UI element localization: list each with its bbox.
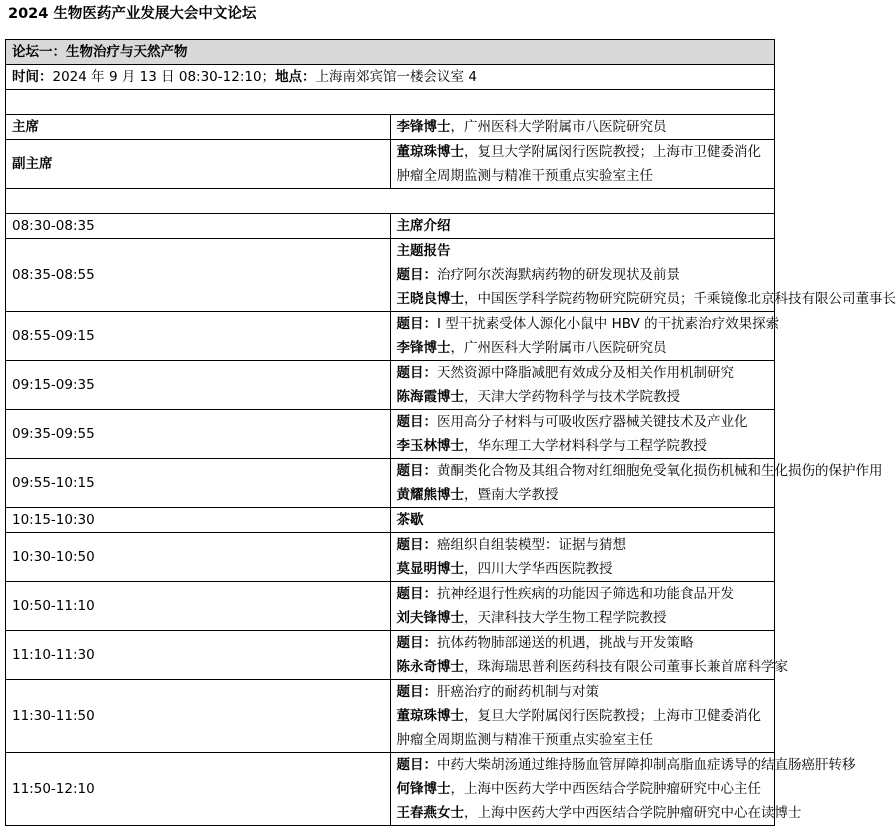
chair-intro-row	[6, 214, 775, 239]
talk-time: 10:30-10:50	[6, 533, 391, 582]
topic-prefix: 题目：	[396, 684, 437, 700]
talk-title: 抗神经退行性疾病的功能因子筛选和功能食品开发	[437, 586, 734, 602]
talk-title-line	[397, 582, 769, 606]
session-time: 10:15-10:30	[6, 508, 391, 533]
topic-prefix: 题目：	[396, 365, 437, 381]
speaker-name: 刘夫锋博士	[396, 610, 464, 626]
speaker-line	[397, 434, 769, 458]
talk-info	[390, 459, 883, 508]
topic-prefix: 题目：	[396, 267, 437, 283]
talk-row	[6, 582, 775, 631]
time-label: 时间：	[12, 69, 53, 85]
forum-time-place	[6, 65, 775, 90]
vice-chair-row	[6, 140, 775, 189]
speaker-desc: ，上海中医药大学中西医结合学院肿瘤研究中心主任	[450, 781, 761, 797]
speaker-line	[397, 704, 769, 752]
speaker-name: 陈海霞博士	[396, 389, 464, 405]
document-title: 2024 生物医药产业发展大会中文论坛	[8, 6, 257, 22]
talk-title-line	[397, 263, 769, 287]
session-label: 主席介绍	[390, 214, 775, 239]
keynote-label: 主题报告	[396, 243, 451, 259]
talk-title: 抗体药物肺部递送的机遇，挑战与开发策略	[437, 635, 694, 651]
talk-title: 天然资源中降脂减肥有效成分及相关作用机制研究	[437, 365, 734, 381]
talk-info	[390, 631, 788, 680]
speaker-desc: ，广州医科大学附属市八医院研究员	[450, 340, 667, 356]
chair-desc: ，广州医科大学附属市八医院研究员	[450, 119, 667, 135]
talk-info	[390, 239, 896, 312]
chair-name: 李锋博士	[396, 119, 451, 135]
tea-break-row	[6, 508, 775, 533]
talk-info	[390, 533, 775, 582]
chair-info	[390, 115, 775, 140]
speaker-line	[397, 606, 769, 630]
speaker-name: 王春燕女士	[396, 805, 464, 821]
vice-chair-desc: ，复旦大学附属闵行医院教授；上海市卫健委消化肿瘤全周期监测与精准干预重点实验室主任	[396, 144, 761, 184]
talk-title: 癌组织自组装模型：证据与猜想	[437, 537, 626, 553]
talk-title-line	[396, 312, 780, 336]
talk-title-line	[397, 361, 769, 385]
talk-row	[6, 361, 775, 410]
talk-title: 肝癌治疗的耐药机制与对策	[437, 684, 599, 700]
speaker-line	[397, 385, 769, 409]
talk-row	[6, 459, 775, 508]
talk-info	[390, 582, 775, 631]
talk-row	[6, 312, 775, 361]
topic-prefix: 题目：	[396, 316, 437, 332]
talk-time: 11:30-11:50	[6, 680, 391, 753]
speaker-desc: ，上海中医药大学中西医结合学院肿瘤研究中心在读博士	[464, 805, 802, 821]
session-label: 茶歇	[390, 508, 775, 533]
place-value: 上海南郊宾馆一楼会议室 4	[315, 69, 477, 85]
topic-prefix: 题目：	[396, 414, 437, 430]
speaker-name: 莫显明博士	[396, 561, 464, 577]
talk-title: 治疗阿尔茨海默病药物的研发现状及前景	[437, 267, 680, 283]
talk-row	[6, 239, 775, 312]
place-label: 地点：	[275, 69, 316, 85]
speaker-line	[396, 801, 802, 825]
speaker-desc: ，复旦大学附属闵行医院教授；上海市卫健委消化肿瘤全周期监测与精准干预重点实验室主任	[396, 708, 761, 748]
speaker-desc: ，华东理工大学材料科学与工程学院教授	[464, 438, 707, 454]
topic-prefix: 题目：	[396, 635, 437, 651]
forum-agenda-table	[5, 39, 896, 826]
speaker-desc: ，珠海瑞思普利医药科技有限公司董事长兼首席科学家	[464, 659, 788, 675]
vice-chair-role: 副主席	[6, 140, 391, 189]
talk-title-line	[396, 459, 883, 483]
talk-title-line	[397, 410, 769, 434]
speaker-line	[397, 557, 769, 581]
speaker-name: 陈永奇博士	[396, 659, 464, 675]
topic-prefix: 题目：	[396, 586, 437, 602]
talk-info	[390, 680, 775, 753]
talk-row	[6, 753, 775, 826]
chair-row	[6, 115, 775, 140]
speaker-line	[396, 655, 788, 679]
talk-time: 08:35-08:55	[6, 239, 391, 312]
speaker-line	[397, 336, 769, 360]
talk-row	[6, 631, 775, 680]
forum-header-row	[6, 40, 775, 65]
vice-chair-info	[390, 140, 775, 189]
talk-time: 08:55-09:15	[6, 312, 391, 361]
forum-name: 论坛一：生物治疗与天然产物	[6, 40, 775, 65]
talk-time: 09:35-09:55	[6, 410, 391, 459]
session-time: 08:30-08:35	[6, 214, 391, 239]
chair-role: 主席	[6, 115, 391, 140]
time-value: 2024 年 9 月 13 日 08:30-12:10；	[52, 69, 276, 85]
talk-title-line	[397, 631, 769, 655]
speaker-desc: ，中国医学科学院药物研究院研究员；千乘镜像北京科技有限公司董事长	[464, 291, 896, 307]
topic-prefix: 题目：	[396, 537, 437, 553]
spacer-row	[6, 189, 775, 214]
speaker-desc: ，天津科技大学生物工程学院教授	[464, 610, 667, 626]
talk-title: I 型干扰素受体人源化小鼠中 HBV 的干扰素治疗效果探索	[437, 316, 780, 332]
speaker-desc: ，四川大学华西医院教授	[464, 561, 613, 577]
talk-title: 医用高分子材料与可吸收医疗器械关键技术及产业化	[437, 414, 748, 430]
talk-info	[390, 312, 780, 361]
topic-prefix: 题目：	[396, 757, 437, 773]
talk-title-line	[397, 680, 769, 704]
talk-row	[6, 410, 775, 459]
speaker-name: 董琼珠博士	[396, 708, 464, 724]
talk-info	[390, 410, 775, 459]
speaker-line	[397, 777, 769, 801]
talk-info	[390, 753, 856, 826]
talk-row	[6, 680, 775, 753]
forum-meta-row	[6, 65, 775, 90]
talk-info	[390, 361, 775, 410]
talk-title: 黄酮类化合物及其组合物对红细胞免受氧化损伤机械和生化损伤的保护作用	[437, 463, 883, 479]
talk-time: 11:50-12:10	[6, 753, 391, 826]
talk-time: 10:50-11:10	[6, 582, 391, 631]
spacer-row	[6, 90, 775, 115]
speaker-name: 何锋博士	[396, 781, 451, 797]
talk-time: 09:15-09:35	[6, 361, 391, 410]
talk-row	[6, 533, 775, 582]
talk-time: 11:10-11:30	[6, 631, 391, 680]
speaker-line	[396, 287, 896, 311]
vice-chair-name: 董琼珠博士	[396, 144, 464, 160]
talk-title: 中药大柴胡汤通过维持肠血管屏障抑制高脂血症诱导的结直肠癌肝转移	[437, 757, 856, 773]
speaker-name: 王晓良博士	[396, 291, 464, 307]
talk-time: 09:55-10:15	[6, 459, 391, 508]
topic-prefix: 题目：	[396, 463, 437, 479]
speaker-name: 黄耀熊博士	[396, 487, 464, 503]
speaker-name: 李锋博士	[396, 340, 451, 356]
speaker-line	[397, 483, 769, 507]
talk-title-line	[396, 753, 856, 777]
talk-title-line	[397, 533, 769, 557]
speaker-desc: ，天津大学药物科学与技术学院教授	[464, 389, 680, 405]
speaker-name: 李玉林博士	[396, 438, 464, 454]
speaker-desc: ，暨南大学教授	[464, 487, 559, 503]
